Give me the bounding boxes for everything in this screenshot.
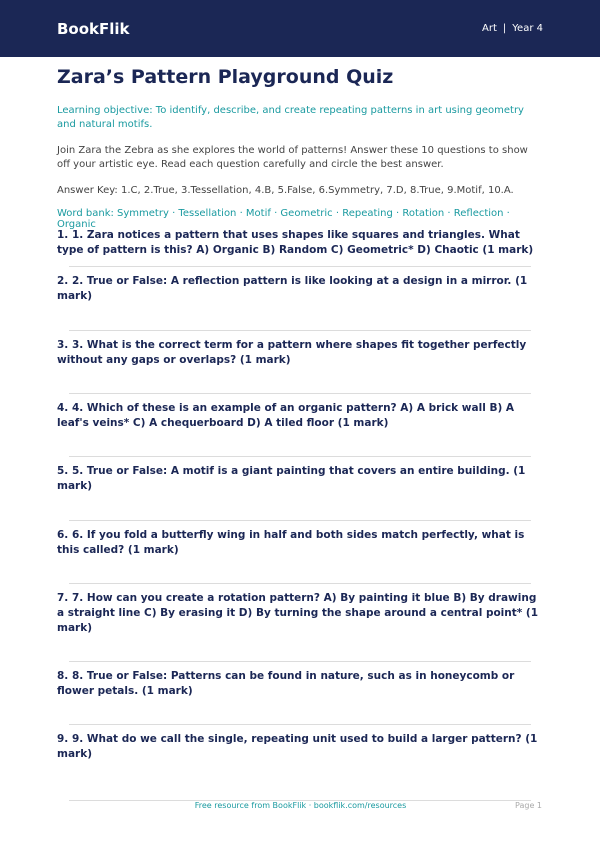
- answer-line: [69, 661, 531, 662]
- year-label: Year 4: [512, 23, 543, 34]
- answer-line: [69, 724, 531, 725]
- question-9: 9. 9. What do we call the single, repeating unit used to build a larger pattern? (1 mark): [57, 733, 538, 760]
- subject-year-label: [482, 23, 543, 34]
- question-1: 1. 1. Zara notices a pattern that uses shapes like squares and triangles. What type of pattern is this? A) Organic B) Random C) Geometric* D) Chaotic (1 mark): [57, 229, 534, 256]
- page-title: Zara’s Pattern Playground Quiz: [57, 66, 394, 88]
- question-list: [57, 228, 544, 801]
- brand-logo-text: BookFlik: [57, 19, 130, 38]
- meta-separator: |: [502, 23, 507, 34]
- word-bank: Word bank: Symmetry · Tessellation · Motif · Geometric · Repeating · Rotation · Reflection · Organic: [57, 208, 510, 230]
- answer-line: [69, 456, 531, 457]
- question-2: 2. 2. True or False: A reflection pattern is like looking at a design in a mirror. (1 mark): [57, 275, 528, 302]
- answer-line: [69, 266, 531, 267]
- question-5: 5. 5. True or False: A motif is a giant painting that covers an entire building. (1 mark): [57, 465, 526, 492]
- learning-objective: Learning objective: To identify, describe, and create repeating patterns in art using geometry and natural motifs.: [57, 105, 524, 130]
- page-header: [0, 0, 600, 57]
- answer-key: Answer Key: 1.C, 2.True, 3.Tessellation, 4.B, 5.False, 6.Symmetry, 7.D, 8.True, 9.Motif, 10.A.: [57, 185, 514, 196]
- question-8: 8. 8. True or False: Patterns can be found in nature, such as in honeycomb or flower petals. (1 mark): [57, 670, 515, 697]
- intro-section: [57, 66, 544, 247]
- answer-line: [69, 330, 531, 331]
- answer-line: [69, 520, 531, 521]
- intro-text: Join Zara the Zebra as she explores the world of patterns! Answer these 10 questions to show off your artistic eye. Read each question carefully and circle the best answer.: [57, 145, 528, 170]
- answer-line: [69, 393, 531, 394]
- question-6: 6. 6. If you fold a butterfly wing in half and both sides match perfectly, what is this called? (1 mark): [57, 529, 525, 556]
- page-number: Page 1: [515, 801, 542, 810]
- page-footer: [57, 801, 544, 815]
- question-3: 3. 3. What is the correct term for a pattern where shapes fit together perfectly without any gaps or overlaps? (1 mark): [57, 339, 527, 366]
- question-7: 7. 7. How can you create a rotation pattern? A) By painting it blue B) By drawing a straight line C) By erasing it D) By turning the shape around a central point* (1 mark): [57, 592, 539, 634]
- question-4: 4. 4. Which of these is an example of an organic pattern? A) A brick wall B) A leaf's veins* C) A chequerboard D) A tiled floor (1 mark): [57, 402, 515, 429]
- subject-label: Art: [482, 23, 497, 34]
- answer-line: [69, 583, 531, 584]
- footer-source-link[interactable]: Free resource from BookFlik · bookflik.com/resources: [194, 801, 407, 810]
